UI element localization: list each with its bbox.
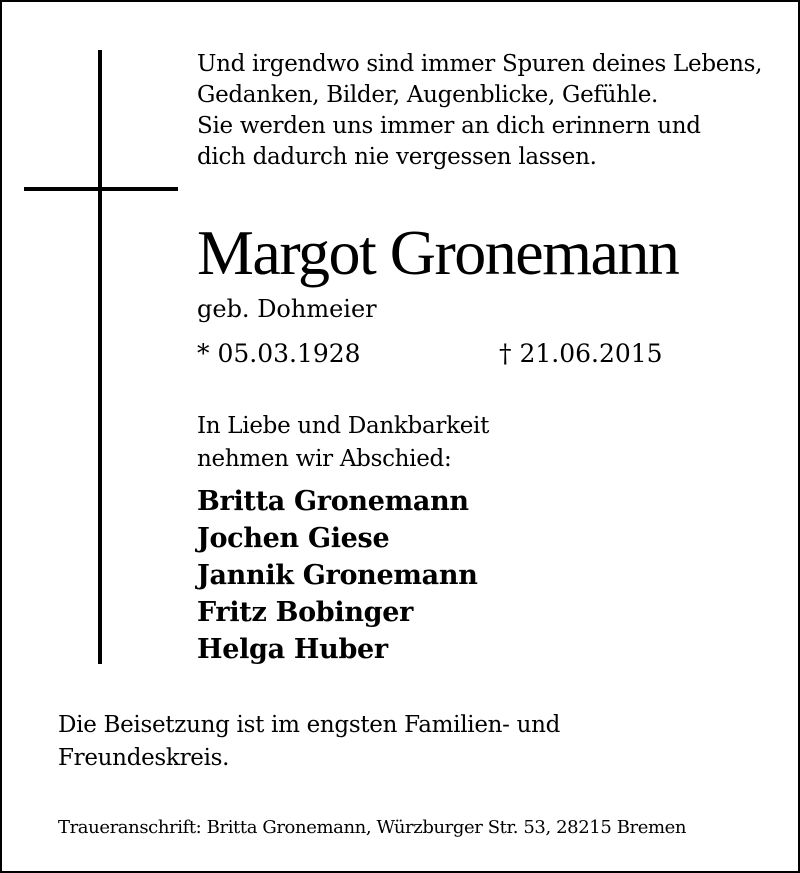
poem-line: Gedanken, Bilder, Augenblicke, Gefühle. [197, 82, 659, 108]
mourners-list [197, 483, 478, 668]
death-date: † 21.06.2015 [499, 339, 663, 368]
mourner-name: Jochen Giese [197, 523, 390, 554]
farewell-line: In Liebe und Dankbarkeit [197, 413, 490, 439]
poem-line: dich dadurch nie vergessen lassen. [197, 144, 597, 170]
mourning-address: Traueranschrift: Britta Gronemann, Würzburger Str. 53, 28215 Bremen [58, 817, 687, 838]
poem-line: Und irgendwo sind immer Spuren deines Lebens, [197, 51, 763, 77]
maiden-name: geb. Dohmeier [197, 295, 377, 323]
deceased-name: Margot Gronemann [197, 217, 679, 288]
farewell-line: nehmen wir Abschied: [197, 446, 452, 472]
burial-note [58, 709, 560, 775]
farewell-text [197, 410, 489, 476]
mourner-name: Fritz Bobinger [197, 597, 414, 628]
burial-line: Die Beisetzung ist im engsten Familien- und [58, 712, 561, 738]
mourner-name: Britta Gronemann [197, 486, 469, 517]
cross-horizontal-bar [24, 187, 178, 191]
poem-line: Sie werden uns immer an dich erinnern und [197, 113, 701, 139]
memorial-poem [197, 49, 797, 173]
cross-vertical-bar [98, 50, 102, 664]
burial-line: Freundeskreis. [58, 745, 230, 771]
mourner-name: Helga Huber [197, 634, 388, 665]
birth-date: * 05.03.1928 [197, 339, 361, 368]
mourner-name: Jannik Gronemann [197, 560, 478, 591]
life-dates [197, 338, 663, 370]
